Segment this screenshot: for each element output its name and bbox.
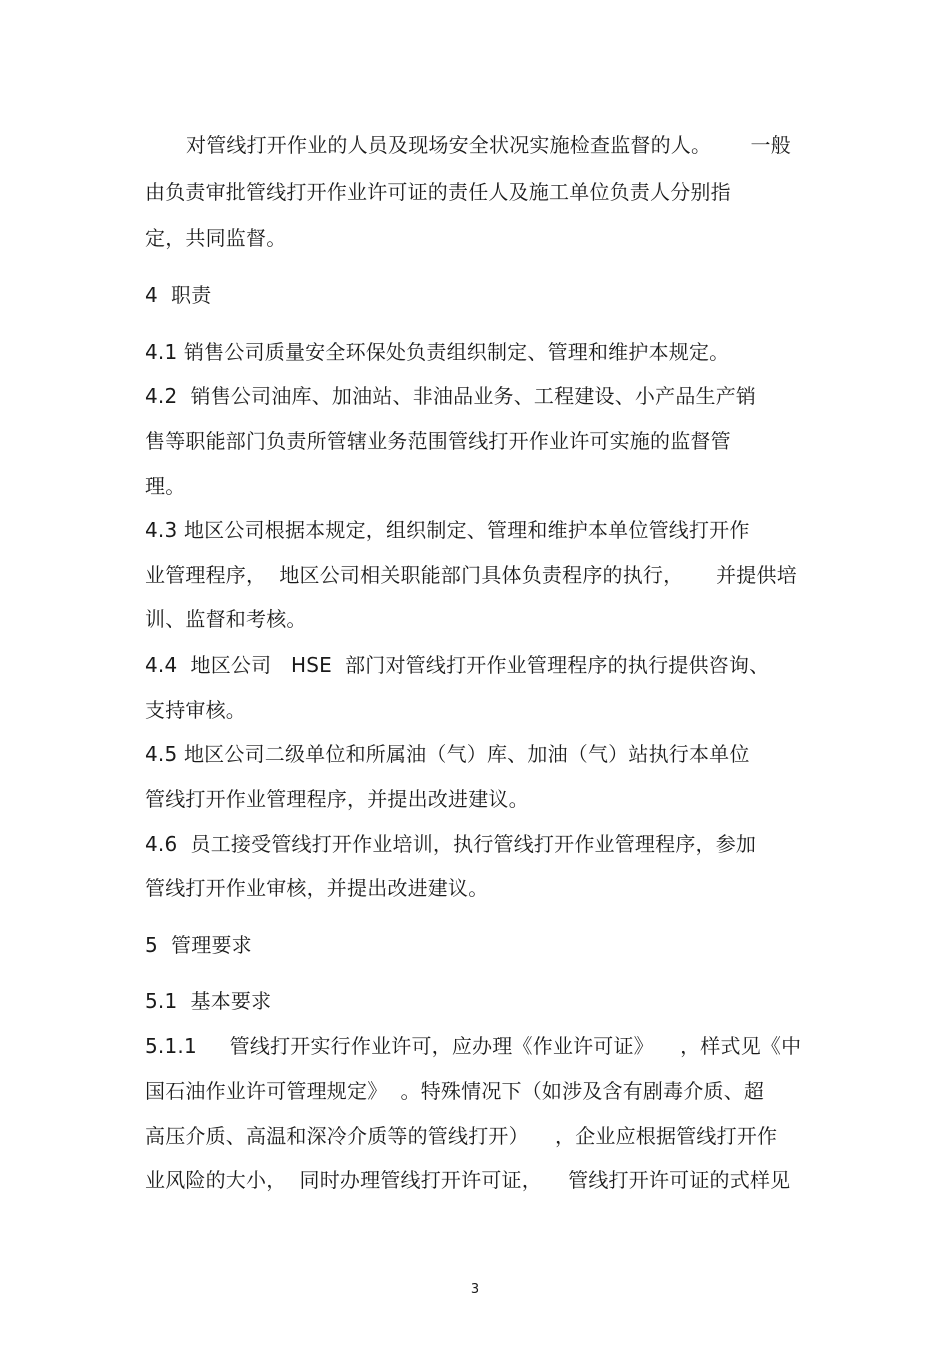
text-line: 国石油作业许可管理规定》 。特殊情况下（如涉及含有剧毒介质、超 xyxy=(145,1079,765,1103)
text-line: 由负责审批管线打开作业许可证的责任人及施工单位负责人分别指 xyxy=(145,180,731,204)
section-heading: 5 管理要求 xyxy=(145,933,252,957)
text-line: 理。 xyxy=(145,474,186,498)
text-line: 售等职能部门负责所管辖业务范围管线打开作业许可实施的监督管 xyxy=(145,429,731,453)
text-line: 4.1 销售公司质量安全环保处负责组织制定、管理和维护本规定。 xyxy=(145,340,730,364)
text-line: 定，共同监督。 xyxy=(145,226,287,250)
text-line: 业风险的大小， 同时办理管线打开许可证， 管线打开许可证的式样见 xyxy=(145,1168,791,1192)
page-number: 3 xyxy=(470,1282,480,1297)
text-line: 4.5 地区公司二级单位和所属油（气）库、加油（气）站执行本单位 xyxy=(145,742,750,766)
subsection-heading: 5.1 基本要求 xyxy=(145,989,272,1013)
text-line: 4.4 地区公司 HSE 部门对管线打开作业管理程序的执行提供咨询、 xyxy=(145,653,770,677)
text-line: 4.2 销售公司油库、加油站、非油品业务、工程建设、小产品生产销 xyxy=(145,384,757,408)
text-line: 支持审核。 xyxy=(145,698,246,722)
text-line: 训、监督和考核。 xyxy=(145,607,307,631)
text-line: 4.6 员工接受管线打开作业培训，执行管线打开作业管理程序，参加 xyxy=(145,832,757,856)
text-line: 对管线打开作业的人员及现场安全状况实施检查监督的人。 一般 xyxy=(186,133,791,157)
text-line: 5.1.1 管线打开实行作业许可，应办理《作业许可证》 ，样式见《中 xyxy=(145,1034,802,1058)
text-line: 高压介质、高温和深冷介质等的管线打开） ，企业应根据管线打开作 xyxy=(145,1124,778,1148)
text-line: 4.3 地区公司根据本规定，组织制定、管理和维护本单位管线打开作 xyxy=(145,518,750,542)
text-line: 管线打开作业管理程序，并提出改进建议。 xyxy=(145,787,529,811)
text-line: 业管理程序， 地区公司相关职能部门具体负责程序的执行， 并提供培 xyxy=(145,563,797,587)
text-line: 管线打开作业审核，并提出改进建议。 xyxy=(145,876,489,900)
section-heading: 4 职责 xyxy=(145,283,212,307)
